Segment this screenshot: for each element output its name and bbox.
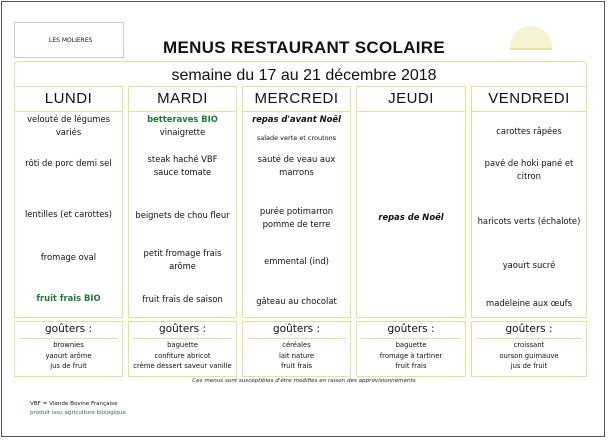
day-header: VENDREDI: [472, 87, 586, 112]
snack-item: crème dessert saveur vanille: [133, 362, 232, 370]
snack-item: yaourt arôme: [45, 351, 92, 360]
snack-item: fromage à tartiner: [379, 351, 443, 360]
day-header: MARDI: [129, 87, 236, 112]
snack-list: [472, 340, 586, 372]
snack-box-mardi: [128, 321, 237, 377]
divider: [133, 338, 232, 339]
menu-item-special: repas d'avant Noël: [252, 114, 341, 124]
week-label: semaine du 17 au 21 décembre 2018: [171, 67, 437, 84]
snack-title: goûters :: [387, 323, 435, 335]
snack-box-jeudi: [356, 321, 466, 377]
divider: [247, 338, 346, 339]
snack-item: baguette: [167, 341, 198, 349]
page-title: MENUS RESTAURANT SCOLAIRE: [162, 38, 446, 57]
menu-item: velouté de légumes variés: [27, 114, 110, 137]
menu-item-special: repas de Noël: [378, 212, 444, 222]
divider: [476, 338, 582, 339]
menu-item: fruit frais de saison: [142, 294, 223, 304]
snack-item: fruit frais: [395, 362, 427, 370]
menu-item: sauté de veau aux marrons: [257, 154, 336, 177]
menu-item: vinaigrette: [159, 127, 206, 137]
snack-title: goûters :: [273, 323, 320, 335]
legend-bio: produit issu agriculture biologique: [30, 410, 126, 416]
menu-item: salade verte et croutons: [256, 134, 337, 142]
snack-item: lait nature: [278, 351, 315, 360]
legend: [30, 400, 126, 418]
snack-list: [129, 340, 236, 372]
snack-item: croissant: [513, 341, 545, 349]
menu-item-bio: fruit frais BIO: [36, 293, 101, 303]
day-column-mardi: [128, 86, 237, 318]
snack-item: jus de fruit: [50, 362, 87, 370]
day-header: JEUDI: [357, 87, 465, 112]
day-column-lundi: [14, 86, 123, 318]
menu-item: carottes râpées: [496, 126, 562, 136]
menu-item: lentilles (et carottes): [24, 209, 113, 219]
day-header: MERCREDI: [243, 87, 350, 112]
day-column-vendredi: [471, 86, 587, 318]
menu-item: madeleine aux œufs: [486, 298, 572, 308]
menu-item: petit fromage frais arôme: [143, 248, 222, 271]
snack-item: baguette: [395, 341, 427, 349]
snack-box-vendredi: [471, 321, 587, 377]
snack-item: brownies: [53, 341, 84, 349]
snack-box-lundi: [14, 321, 123, 377]
snack-title: goûters :: [159, 323, 206, 335]
menu-item: fromage oval: [40, 252, 97, 262]
snack-item: ourson guimauve: [499, 351, 559, 360]
snack-title: goûters :: [45, 323, 92, 335]
day-column-mercredi: [242, 86, 351, 318]
day-column-jeudi: [356, 86, 466, 318]
supply-notice: Ces menus sont susceptibles d'être modifiés en raison des approvisionnements: [192, 378, 416, 384]
menu-item: yaourt sucré: [502, 260, 556, 270]
snack-item: fruit frais: [281, 362, 312, 370]
snack-list: [15, 340, 122, 372]
snack-title: goûters :: [505, 323, 553, 335]
menu-item: beignets de chou fleur: [135, 210, 230, 220]
menu-item: haricots verts (échalote): [477, 216, 581, 226]
menu-item-bio: betteraves BIO: [147, 114, 218, 124]
menu-item: rôti de porc demi sel: [25, 158, 112, 168]
divider: [361, 338, 461, 339]
day-header: LUNDI: [15, 87, 122, 112]
snack-box-mercredi: [242, 321, 351, 377]
snack-list: [243, 340, 350, 372]
menu-item: gâteau au chocolat: [256, 296, 337, 306]
menu-item: purée potimarron pomme de terre: [259, 206, 334, 229]
menu-item: emmental (ind): [264, 256, 329, 266]
snack-list: [357, 340, 465, 372]
menu-item: steak haché VBF sauce tomate: [147, 154, 218, 177]
school-name: LES MOLIERES: [14, 22, 124, 58]
snack-item: céréales: [282, 341, 311, 349]
divider: [19, 338, 118, 339]
snack-item: confiture abricot: [154, 351, 211, 360]
legend-vbf: VBF = Viande Bovine Française: [30, 401, 118, 407]
menu-item: pavé de hoki pané et citron: [484, 158, 574, 181]
snack-item: jus de fruit: [510, 362, 548, 370]
